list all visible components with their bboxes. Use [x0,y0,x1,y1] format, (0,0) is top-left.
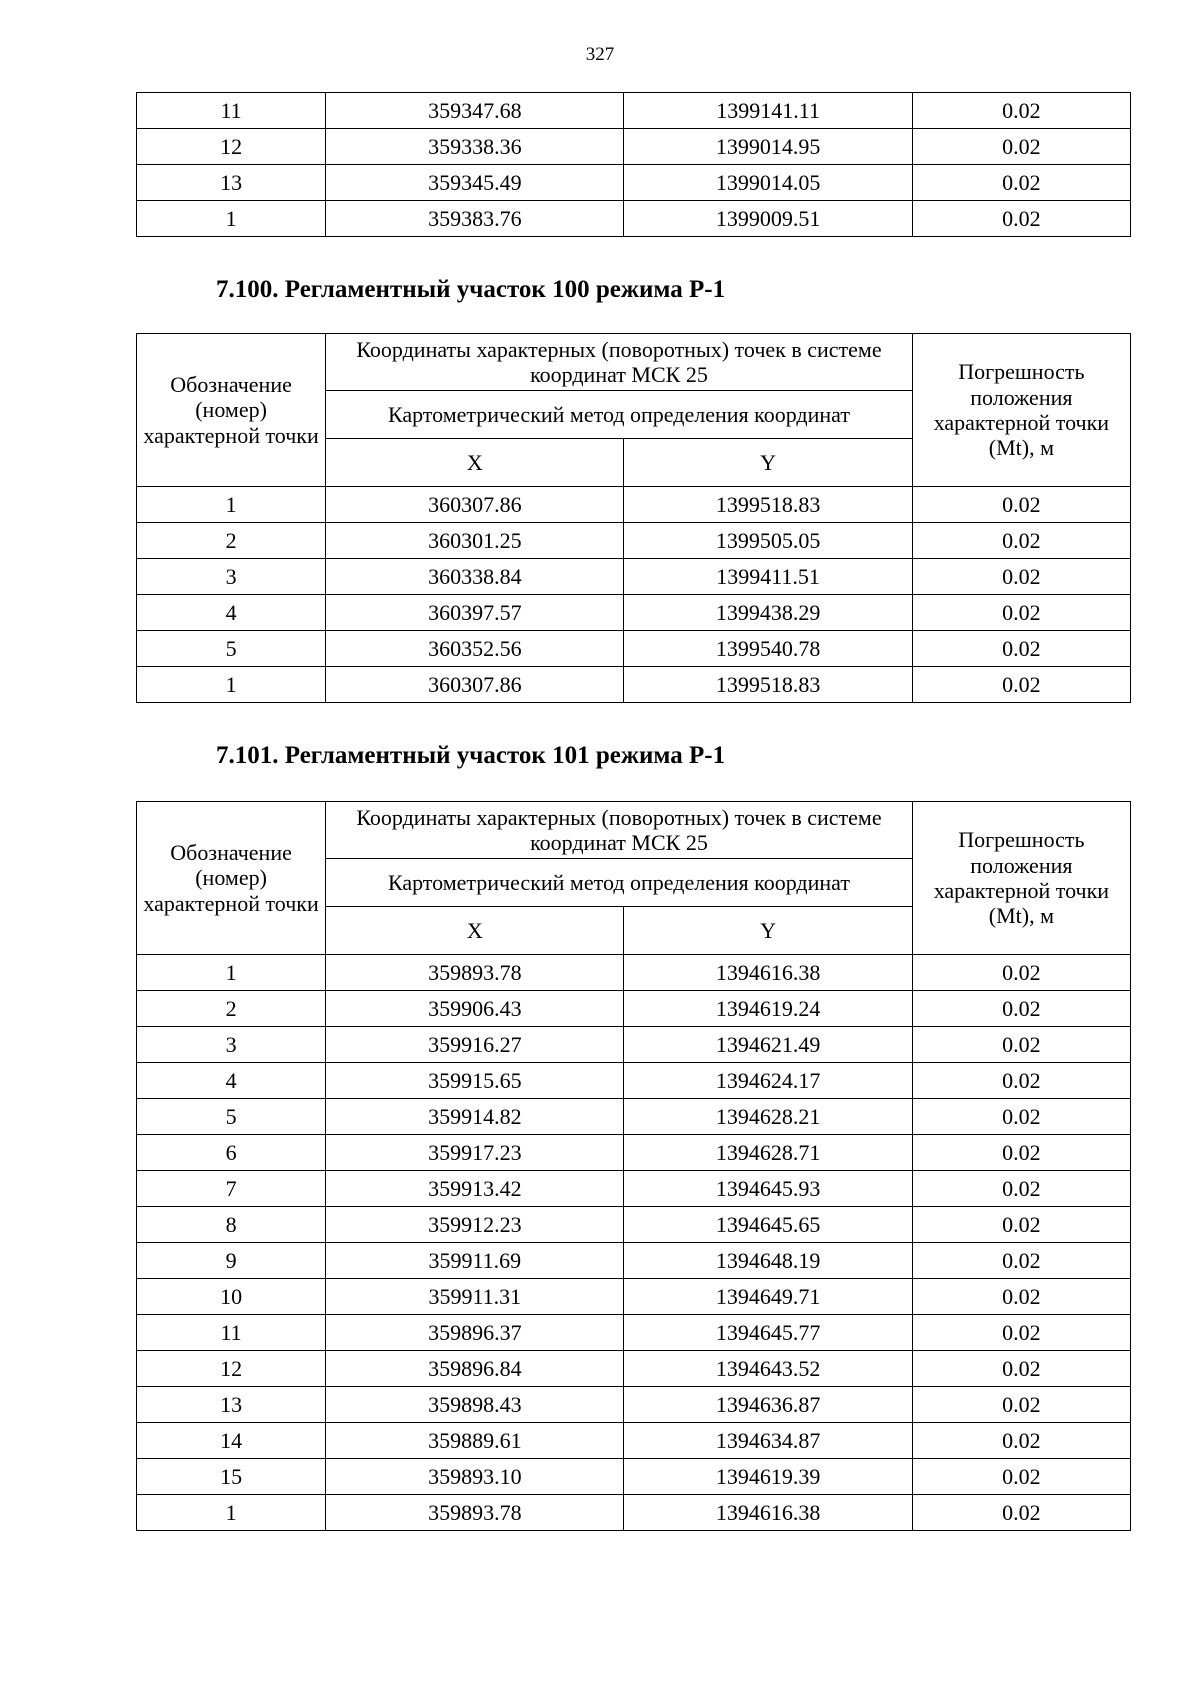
table-row [137,1207,1131,1243]
point-number-cell: 5 [137,1099,326,1135]
point-number-cell: 8 [137,1207,326,1243]
section-heading-101: 7.101. Регламентный участок 101 режима Р-1 [216,742,726,769]
error-cell: 0.02 [912,1027,1130,1063]
y-coordinate-cell: 1399411.51 [624,559,912,595]
point-number-cell: 12 [137,129,326,165]
header-y: Y [624,439,912,487]
error-cell: 0.02 [912,93,1130,129]
error-cell: 0.02 [912,1351,1130,1387]
point-number-cell: 2 [137,523,326,559]
point-number-cell: 1 [137,201,326,237]
x-coordinate-cell: 359896.84 [326,1351,624,1387]
y-coordinate-cell: 1399518.83 [624,487,912,523]
point-number-cell: 7 [137,1171,326,1207]
error-cell: 0.02 [912,1423,1130,1459]
error-cell: 0.02 [912,1315,1130,1351]
table-row [137,1243,1131,1279]
continuation-table-body [137,93,1131,237]
point-number-cell: 1 [137,667,326,703]
x-coordinate-cell: 359889.61 [326,1423,624,1459]
y-coordinate-cell: 1394624.17 [624,1063,912,1099]
x-coordinate-cell: 360301.25 [326,523,624,559]
x-coordinate-cell: 359906.43 [326,991,624,1027]
table-row [137,201,1131,237]
error-cell: 0.02 [912,129,1130,165]
x-coordinate-cell: 360352.56 [326,631,624,667]
error-cell: 0.02 [912,165,1130,201]
y-coordinate-cell: 1399014.95 [624,129,912,165]
x-coordinate-cell: 359893.78 [326,1495,624,1531]
x-coordinate-cell: 359911.69 [326,1243,624,1279]
y-coordinate-cell: 1394619.24 [624,991,912,1027]
header-designation: Обозначение (номер) характерной точки [137,802,326,955]
point-number-cell: 1 [137,487,326,523]
header-x: X [326,907,624,955]
error-cell: 0.02 [912,1459,1130,1495]
y-coordinate-cell: 1394643.52 [624,1351,912,1387]
error-cell: 0.02 [912,1171,1130,1207]
table-row [137,631,1131,667]
header-error: Погрешность положения характерной точки (Mt), м [912,802,1130,955]
table-row [137,1063,1131,1099]
y-coordinate-cell: 1399438.29 [624,595,912,631]
y-coordinate-cell: 1394616.38 [624,1495,912,1531]
point-number-cell: 9 [137,1243,326,1279]
error-cell: 0.02 [912,1099,1130,1135]
error-cell: 0.02 [912,667,1130,703]
table-row [137,1099,1131,1135]
error-cell: 0.02 [912,1063,1130,1099]
point-number-cell: 3 [137,559,326,595]
y-coordinate-cell: 1394628.21 [624,1099,912,1135]
header-x: X [326,439,624,487]
point-number-cell: 13 [137,165,326,201]
header-coords-title: Координаты характерных (поворотных) точек в системе координат МСК 25 [326,802,913,859]
point-number-cell: 2 [137,991,326,1027]
x-coordinate-cell: 360307.86 [326,667,624,703]
error-cell: 0.02 [912,1279,1130,1315]
x-coordinate-cell: 359347.68 [326,93,624,129]
error-cell: 0.02 [912,1495,1130,1531]
point-number-cell: 3 [137,1027,326,1063]
point-number-cell: 14 [137,1423,326,1459]
error-cell: 0.02 [912,1387,1130,1423]
x-coordinate-cell: 360338.84 [326,559,624,595]
y-coordinate-cell: 1399518.83 [624,667,912,703]
table-row [137,667,1131,703]
error-cell: 0.02 [912,595,1130,631]
point-number-cell: 4 [137,1063,326,1099]
error-cell: 0.02 [912,1135,1130,1171]
coords-table-100-body [137,487,1131,703]
x-coordinate-cell: 359893.10 [326,1459,624,1495]
table-row [137,955,1131,991]
x-coordinate-cell: 359338.36 [326,129,624,165]
table-row [137,1423,1131,1459]
table-row [137,523,1131,559]
table-row [137,1351,1131,1387]
header-y: Y [624,907,912,955]
x-coordinate-cell: 360397.57 [326,595,624,631]
table-row [137,1315,1131,1351]
error-cell: 0.02 [912,955,1130,991]
section-heading-100: 7.100. Регламентный участок 100 режима Р-1 [216,276,726,303]
y-coordinate-cell: 1394619.39 [624,1459,912,1495]
x-coordinate-cell: 359915.65 [326,1063,624,1099]
y-coordinate-cell: 1394645.77 [624,1315,912,1351]
coords-table-101-body [137,955,1131,1531]
x-coordinate-cell: 359345.49 [326,165,624,201]
y-coordinate-cell: 1394616.38 [624,955,912,991]
y-coordinate-cell: 1394634.87 [624,1423,912,1459]
y-coordinate-cell: 1399014.05 [624,165,912,201]
point-number-cell: 1 [137,955,326,991]
point-number-cell: 11 [137,1315,326,1351]
error-cell: 0.02 [912,1207,1130,1243]
y-coordinate-cell: 1399505.05 [624,523,912,559]
y-coordinate-cell: 1399009.51 [624,201,912,237]
error-cell: 0.02 [912,523,1130,559]
x-coordinate-cell: 359898.43 [326,1387,624,1423]
table-row [137,129,1131,165]
error-cell: 0.02 [912,991,1130,1027]
x-coordinate-cell: 359912.23 [326,1207,624,1243]
table-row [137,595,1131,631]
point-number-cell: 6 [137,1135,326,1171]
y-coordinate-cell: 1394645.65 [624,1207,912,1243]
table-row [137,1387,1131,1423]
point-number-cell: 12 [137,1351,326,1387]
y-coordinate-cell: 1394649.71 [624,1279,912,1315]
table-row [137,1171,1131,1207]
x-coordinate-cell: 359914.82 [326,1099,624,1135]
header-method: Картометрический метод определения координат [326,859,913,907]
table-row [137,1279,1131,1315]
point-number-cell: 1 [137,1495,326,1531]
continuation-table [136,92,1131,237]
table-row [137,93,1131,129]
x-coordinate-cell: 359913.42 [326,1171,624,1207]
page-number: 327 [585,44,615,65]
coords-table-100 [136,333,1131,703]
point-number-cell: 5 [137,631,326,667]
point-number-cell: 4 [137,595,326,631]
table-row [137,1459,1131,1495]
table-row [137,1027,1131,1063]
y-coordinate-cell: 1394648.19 [624,1243,912,1279]
coords-table-101 [136,801,1131,1531]
table-row [137,559,1131,595]
error-cell: 0.02 [912,201,1130,237]
header-coords-title: Координаты характерных (поворотных) точек в системе координат МСК 25 [326,334,913,391]
x-coordinate-cell: 359916.27 [326,1027,624,1063]
point-number-cell: 10 [137,1279,326,1315]
error-cell: 0.02 [912,487,1130,523]
point-number-cell: 13 [137,1387,326,1423]
x-coordinate-cell: 359896.37 [326,1315,624,1351]
y-coordinate-cell: 1394628.71 [624,1135,912,1171]
table-row [137,991,1131,1027]
y-coordinate-cell: 1394636.87 [624,1387,912,1423]
y-coordinate-cell: 1394645.93 [624,1171,912,1207]
x-coordinate-cell: 359383.76 [326,201,624,237]
header-designation: Обозначение (номер) характерной точки [137,334,326,487]
y-coordinate-cell: 1399141.11 [624,93,912,129]
x-coordinate-cell: 360307.86 [326,487,624,523]
x-coordinate-cell: 359911.31 [326,1279,624,1315]
error-cell: 0.02 [912,559,1130,595]
header-error: Погрешность положения характерной точки (Mt), м [912,334,1130,487]
x-coordinate-cell: 359893.78 [326,955,624,991]
table-row [137,487,1131,523]
point-number-cell: 11 [137,93,326,129]
x-coordinate-cell: 359917.23 [326,1135,624,1171]
y-coordinate-cell: 1394621.49 [624,1027,912,1063]
table-row [137,1135,1131,1171]
y-coordinate-cell: 1399540.78 [624,631,912,667]
table-row [137,165,1131,201]
error-cell: 0.02 [912,1243,1130,1279]
error-cell: 0.02 [912,631,1130,667]
point-number-cell: 15 [137,1459,326,1495]
table-row [137,1495,1131,1531]
header-method: Картометрический метод определения координат [326,391,913,439]
